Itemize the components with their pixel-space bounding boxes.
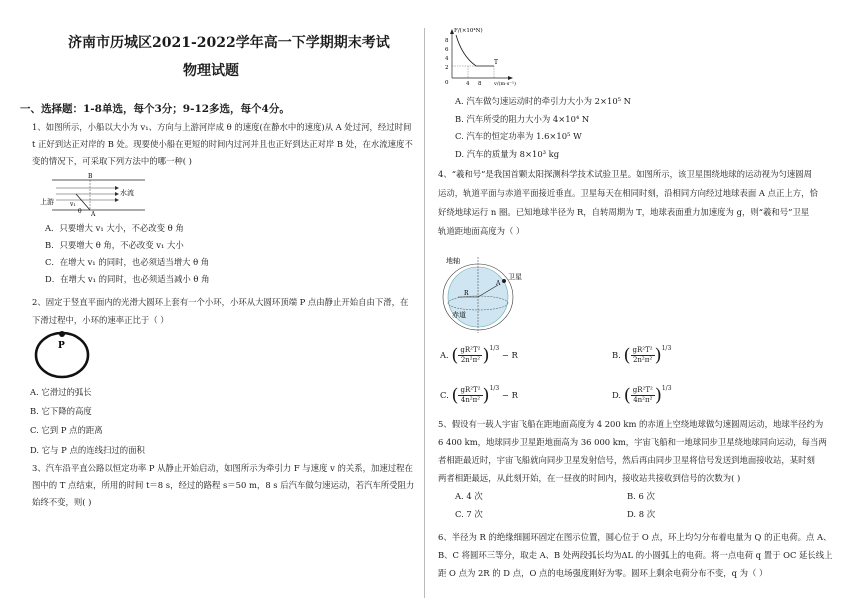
q3-xtick-4: 4 — [466, 81, 470, 87]
q6-line1: 6、半径为 R 的绝缘细圆环固定在图示位置，圆心位于 O 点，环上均匀分布着电量为 Q 的正电荷。点 A、 — [438, 532, 832, 542]
q3-option-a: A. 汽车做匀速运动时的牵引力大小为 2×10⁵ N — [455, 96, 632, 106]
q4-label-r: R — [464, 290, 469, 297]
section-heading: 一、选择题：1-8单选，每个3分；9-12多选，每个4分。 — [20, 103, 290, 115]
q5-option-d: D. 8 次 — [627, 509, 656, 519]
q1-label-theta: θ — [78, 208, 82, 215]
q1-label-flow: 水流 — [120, 189, 134, 197]
q5-line4: 两者相距最远，从此刻开始，在一昼夜的时间内，接收站共接收到信号的次数为( ) — [438, 473, 741, 483]
q4-label-equator: 赤道 — [452, 311, 466, 319]
q4-label-a: A — [496, 280, 501, 287]
q1-river-figure — [40, 170, 150, 216]
q6-line2: B、C 将圆环三等分，取走 A、B 处两段弧长均为ΔL 的小圆弧上的电荷。将一点电荷 q 置于 OC 延长线上 — [438, 550, 833, 560]
q5-option-a: A. 4 次 — [455, 491, 483, 501]
q5-option-b: B. 6 次 — [627, 491, 655, 501]
q6-line3: 距 O 点为 2R 的 D 点，O 点的电场强度刚好为零。圆环上剩余电荷分布不变，q 为（ ） — [438, 568, 768, 578]
q3-option-c: C. 汽车的恒定功率为 1.6×10⁵ W — [455, 131, 582, 141]
q1-option-d: D．在增大 v₁ 的同时，也必须适当减小 θ 角 — [45, 274, 210, 284]
q5-line1: 5、假设有一载人宇宙飞船在距地面高度为 4 200 km 的赤道上空绕地球做匀速圆周运动，地球半径约为 — [438, 419, 824, 429]
q3-point-t: T — [494, 59, 499, 66]
q3-graph-xlabel: v/(m·s⁻¹) — [494, 81, 516, 87]
q4-line1: 4、“羲和号”是我国首颗太阳探测科学技术试验卫星。如图所示，该卫星围绕地球的运动视为匀速圆周 — [438, 169, 813, 179]
q4-line2: 运动，轨道平面与赤道平面接近垂直。卫星每天在相同时刻，沿相同方向经过地球表面 A 点正上方，恰 — [438, 188, 818, 198]
q3-graph-ylabel: F/(×10⁴N) — [454, 28, 483, 34]
q1-line2: t 正好到达正对岸的 B 处。现要使小船在更短的时间内过河并且也正好到达正对岸 B 处，在水流速度不 — [32, 139, 413, 149]
q5-option-c: C. 7 次 — [455, 509, 483, 519]
q3-option-d: D. 汽车的质量为 8×10³ kg — [455, 149, 560, 159]
q4-option-b: B. ( $\frac{\text{gR²T²}}{\text{2n²π²}}$ )$^{1/3}$ — [612, 345, 672, 366]
q2-label-p: P — [58, 341, 65, 351]
q3-line2: 图中的 T 点结束，所用的时间 t＝8 s，经过的路程 s＝50 m，8 s 后汽车做匀速运动，若汽车所受阻力 — [32, 480, 415, 490]
q1-line3: 变的情况下，可采取下列方法中的哪一种( ) — [32, 156, 192, 166]
q4-label-satellite: 卫星 — [508, 273, 522, 281]
q4-label-axis: 地轴 — [446, 257, 460, 265]
q2-option-c: C. 它到 P 点的距离 — [30, 425, 103, 435]
q3-graph — [432, 26, 542, 88]
q3-ytick-8: 8 — [445, 38, 449, 44]
q3-line1: 3、汽车沿平直公路以恒定功率 P 从静止开始启动，如图所示为牵引力 F 与速度 v 的关系，加速过程在 — [32, 463, 413, 473]
q2-ring-figure — [32, 328, 92, 380]
q1-label-b: B — [88, 173, 93, 180]
q4-earth-figure — [440, 255, 530, 335]
q3-option-b: B. 汽车所受的阻力大小为 4×10⁴ N — [455, 114, 590, 124]
q4-option-c: C. ( $\frac{\text{gR²T²}}{\text{4n²π²}}$ )$^{1/3}$ − R — [440, 385, 518, 406]
q2-option-b: B. 它下降的高度 — [30, 406, 92, 416]
q3-origin: 0 — [445, 80, 449, 86]
page-title: 济南市历城区2021-2022学年高一下学期期末考试 — [68, 35, 390, 51]
q1-label-v1: v₁ — [70, 201, 76, 208]
q1-label-a: A — [91, 211, 96, 216]
q2-option-a: A. 它滑过的弧长 — [30, 387, 92, 397]
q3-ytick-6: 6 — [445, 47, 449, 53]
q1-label-upstream: 上游 — [40, 198, 54, 206]
q4-option-d: D. ( $\frac{\text{gR²T²}}{\text{4n²π²}}$ )$^{1/3}$ — [612, 385, 672, 406]
q2-line1: 2、固定于竖直平面内的光滑大圆环上套有一个小环，小环从大圆环顶端 P 点由静止开始自由下滑，在 — [32, 297, 409, 307]
q1-option-c: C．在增大 v₁ 的同时，也必须适当增大 θ 角 — [45, 257, 210, 267]
q4-line4: 轨道距地面高度为（ ） — [438, 226, 525, 236]
page-subtitle: 物理试题 — [183, 63, 239, 79]
q2-line2: 下滑过程中，小环的速率正比于（ ） — [32, 315, 169, 325]
q1-option-a: A．只要增大 v₁ 大小，不必改变 θ 角 — [45, 223, 184, 233]
q2-option-d: D. 它与 P 点的连线扫过的面积 — [30, 445, 145, 455]
column-divider — [424, 28, 425, 598]
q4-option-a: A. ( $\frac{\text{gR²T²}}{\text{2n²π²}}$ )$^{1/3}$ − R — [440, 345, 518, 366]
q4-line3: 好绕地球运行 n 圈。已知地球半径为 R，自转周期为 T，地球表面重力加速度为 g，则“羲和号”卫星 — [438, 207, 810, 217]
q5-line3: 者相距最近时，宇宙飞船就向同步卫星发射信号，然后再由同步卫星将信号发送到地面接收站，某时刻 — [438, 455, 815, 465]
q3-ytick-4: 4 — [445, 56, 449, 62]
q1-line1: 1、如图所示，小船以大小为 v₁、方向与上游河岸成 θ 的速度(在静水中的速度)从 A 处过河，经过时间 — [32, 122, 412, 132]
q1-option-b: B．只要增大 θ 角，不必改变 v₁ 大小 — [45, 240, 184, 250]
q5-line2: 6 400 km，地球同步卫星距地面高为 36 000 km，宇宙飞船和一地球同步卫星绕地球同向运动，每当两 — [438, 437, 827, 447]
q3-ytick-2: 2 — [445, 65, 449, 71]
q3-line3: 始终不变，则( ) — [32, 497, 92, 507]
q3-xtick-8: 8 — [478, 81, 482, 87]
